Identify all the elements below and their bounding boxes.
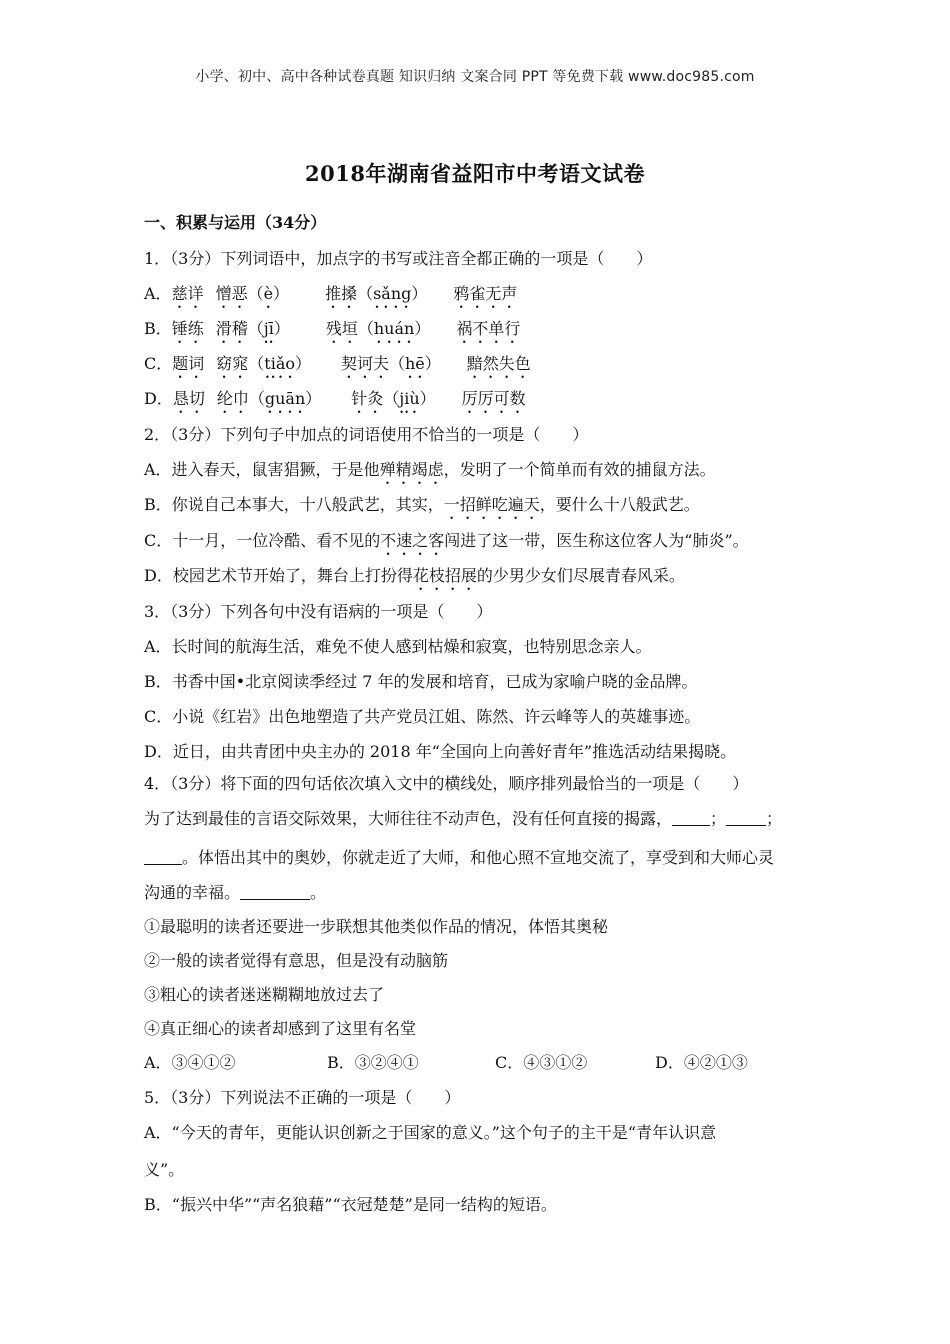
- q2-b-text2: ，要什么十八般武艺。: [539, 495, 700, 514]
- q4-separator-2: ；: [766, 809, 783, 828]
- q1-d-word1: 恳切: [172, 389, 205, 408]
- q3-option-b: B．书香中国•北京阅读季经过 7 年的发展和培育，已成为家喻户晓的金品牌。: [144, 672, 698, 691]
- q2-b-text1: B．你说自己本事大，十八般武艺，其实，: [144, 495, 444, 514]
- q1-d-label: D．: [144, 389, 173, 408]
- q1-b-word1: 锤练: [171, 319, 204, 338]
- q1-c-label: C．: [144, 354, 173, 373]
- q2-a-dotted-word: 殚精竭虑: [379, 460, 444, 479]
- q1-b-word3: 残垣（huán）: [325, 319, 431, 338]
- page-header-banner: 小学、初中、高中各种试卷真题 知识归纳 文案合同 PPT 等免费下载 www.doc985.com: [195, 69, 755, 85]
- q2-option-a: [144, 457, 716, 488]
- q4-passage-line3: [144, 880, 326, 903]
- section-heading: 一、积累与运用（34分）: [144, 213, 327, 232]
- q4-passage-line1: [144, 806, 782, 829]
- q4-blank-3[interactable]: [144, 849, 182, 865]
- q4-blank-2[interactable]: [726, 810, 766, 826]
- q2-b-dotted-word: 一招鲜吃遍天: [443, 495, 540, 514]
- q1-c-word2: 窈窕（tiǎo）: [216, 354, 311, 373]
- q4-passage-line2: [144, 845, 774, 868]
- q4-passage-text2: 。体悟出其中的奥妙，你就走近了大师，和他心照不宣地交流了，享受到和大师心灵: [182, 848, 775, 867]
- q4-option-d: D．④②①③: [655, 1053, 748, 1072]
- q1-option-d: [144, 386, 526, 417]
- q4-passage-text1: 为了达到最佳的言语交际效果，大师往往不动声色，没有任何直接的揭露，: [144, 809, 673, 828]
- q5-option-b: B．“振兴中华”“声名狼藉”“衣冠楚楚”是同一结构的短语。: [144, 1195, 557, 1214]
- q3-option-a: A．长时间的航海生活，难免不使人感到枯燥和寂寞，也特别思念亲人。: [144, 637, 652, 656]
- q1-c-word3: 契诃夫（hē）: [341, 354, 441, 373]
- q2-option-c: [144, 528, 749, 559]
- exam-title: 2018年湖南省益阳市中考语文试卷: [305, 161, 645, 186]
- q1-d-word3: 针灸（jiù）: [351, 389, 436, 408]
- q2-d-dotted-word: 花枝招展: [412, 566, 477, 585]
- q2-c-dotted-word: 不速之客: [380, 531, 445, 550]
- q2-a-text2: ，发明了一个简单而有效的捕鼠方法。: [443, 460, 716, 479]
- q5-stem: 5．（3分）下列说法不正确的一项是（ ）: [144, 1088, 461, 1107]
- q1-a-word1: 慈详: [171, 284, 204, 303]
- q4-sentence-3: ③粗心的读者迷迷糊糊地放过去了: [144, 985, 385, 1004]
- q1-b-word4: 祸不单行: [456, 319, 521, 338]
- q2-c-text1: C．十一月，一位冷酷、看不见的: [144, 531, 381, 550]
- q2-option-d: [144, 563, 685, 594]
- q4-stem: 4．（3分）将下面的四句话依次填入文中的横线处，顺序排列最恰当的一项是（ ）: [144, 774, 749, 793]
- q1-option-b: [144, 316, 520, 347]
- q2-a-text1: A．进入春天，鼠害猖獗，于是他: [144, 460, 380, 479]
- q3-option-d: D．近日，由共青团中央主办的 2018 年“全国向上向善好青年”推选活动结果揭晓。: [144, 742, 737, 761]
- q4-blank-4[interactable]: [240, 884, 310, 900]
- q4-blank-1[interactable]: [672, 810, 710, 826]
- q2-option-b: [144, 492, 700, 523]
- q5-option-a-line2: 义”。: [144, 1160, 185, 1179]
- q1-a-label: A．: [144, 284, 172, 303]
- q4-sentence-2: ②一般的读者觉得有意思，但是没有动脑筋: [144, 951, 449, 970]
- q2-d-text1: D．校园艺术节开始了，舞台上打扮得: [144, 566, 413, 585]
- q2-d-text2: 的少男少女们尽展青春风采。: [476, 566, 685, 585]
- q4-separator-1: ；: [710, 809, 727, 828]
- q1-d-word2: 纶巾（guān）: [216, 389, 322, 408]
- q3-stem: 3．（3分）下列各句中没有语病的一项是（ ）: [144, 602, 493, 621]
- q1-a-word2: 憎恶（è）: [215, 284, 290, 303]
- q2-stem: 2．（3分）下列句子中加点的词语使用不恰当的一项是（ ）: [144, 425, 589, 444]
- q4-option-b: B．③②④①: [327, 1053, 419, 1072]
- q4-sentence-4: ④真正细心的读者却感到了这里有名堂: [144, 1019, 417, 1038]
- q1-option-c: [144, 351, 531, 382]
- q1-a-word4: 鸦雀无声: [453, 284, 518, 303]
- q1-a-word3: 推搡（sǎng）: [325, 284, 428, 303]
- q1-option-a: [144, 281, 517, 312]
- q1-b-word2: 滑稽（jī）: [215, 319, 290, 338]
- q1-d-word4: 厉厉可数: [461, 389, 526, 408]
- q4-sentence-1: ①最聪明的读者还要进一步联想其他类似作品的情况，体悟其奥秘: [144, 917, 609, 936]
- q4-option-c: C．④③①②: [495, 1053, 588, 1072]
- q1-b-label: B．: [144, 319, 172, 338]
- q1-c-word4: 黯然失色: [466, 354, 531, 373]
- q3-option-c: C．小说《红岩》出色地塑造了共产党员江姐、陈然、许云峰等人的英雄事迹。: [144, 707, 701, 726]
- q1-c-word1: 题词: [172, 354, 205, 373]
- q4-passage-text3: 沟通的幸福。: [144, 883, 241, 902]
- q2-c-text2: 闯进了这一带，医生称这位客人为“肺炎”。: [444, 531, 749, 550]
- q5-option-a-line1: A．“今天的青年，更能认识创新之于国家的意义。”这个句子的主干是“青年认识意: [144, 1123, 717, 1142]
- q4-passage-end: 。: [310, 883, 327, 902]
- q4-option-a: A．③④①②: [144, 1053, 236, 1072]
- q1-stem: 1．（3分）下列词语中，加点字的书写或注音全都正确的一项是（ ）: [144, 249, 653, 268]
